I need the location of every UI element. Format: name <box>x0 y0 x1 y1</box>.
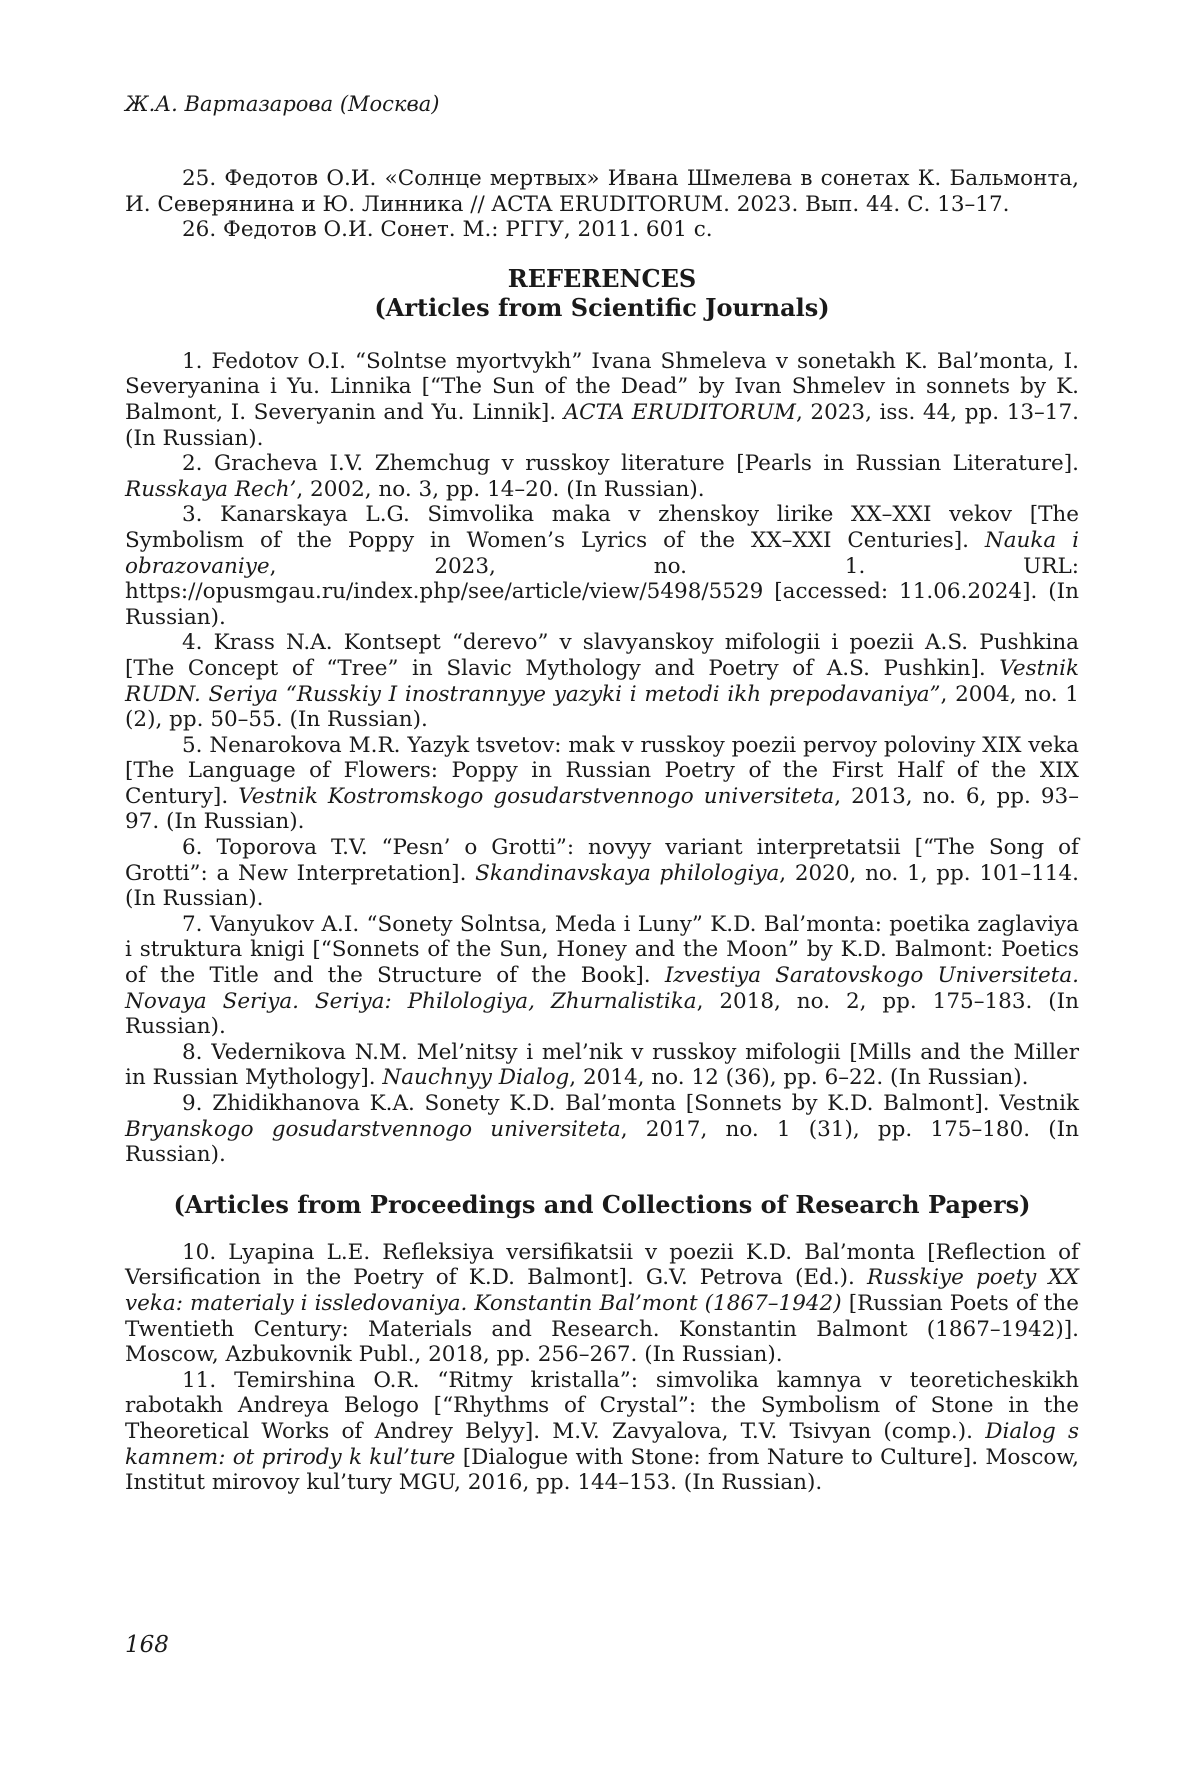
reference-entry <box>125 1091 1079 1168</box>
reference-text: 5. Nenarokova M.R. Yazyk tsvetov: mak v russkoy poezii pervoy poloviny XIX veka [The Language of Flowers: Poppy in Russian Poetry of the First Half of the XIX Century]. <box>125 732 1079 809</box>
reference-source: ACTA ERUDITORUM <box>563 399 796 425</box>
bibliography-entry: 25. Федотов О.И. «Солнце мертвых» Ивана Шмелева в сонетах К. Бальмонта, И. Северянина и Ю. Линника // ACTA ERUDITORUM. 2023. Вып. 44. С. 13–17. <box>125 166 1079 217</box>
references-title: REFERENCES <box>507 263 697 293</box>
reference-text: , 2017, no. 1 (31), pp. 175–180. (In Russian). <box>125 1116 1079 1168</box>
reference-text: 10. Lyapina L.E. Refleksiya versifikatsii v poezii K.D. Bal’monta [Reflection of Versification in the Poetry of K.D. Balmont]. G.V. Petrova (Ed.). <box>125 1239 1079 1291</box>
reference-text: 3. Kanarskaya L.G. Simvolika maka v zhenskoy lirike XX–XXI vekov [The Symbolism of the Poppy in Women’s Lyrics of the XX–XXI Centuries]. <box>125 502 1079 553</box>
reference-text: , 2014, no. 12 (36), pp. 6–22. (In Russian). <box>569 1065 1029 1091</box>
reference-entry <box>125 1368 1079 1496</box>
reference-source: Nauchnyy Dialog <box>382 1065 570 1091</box>
reference-entry <box>125 1240 1079 1368</box>
reference-source: Skandinavskaya philologiya <box>475 860 780 886</box>
reference-source: Vestnik RUDN. Seriya “Russkiy I inostrannyye yazyki i metodi ikh prepodavaniya” <box>125 655 1079 707</box>
reference-text: 8. Vedernikova N.M. Mel’nitsy i mel’nik v russkoy mifologii [Mills and the Miller in Russian Mythology]. <box>125 1039 1079 1091</box>
reference-text: , 2023, no. 1. URL: https://opusmgau.ru/index.php/see/article/view/5498/5529 [accessed: 11.06.2024]. (In Russian). <box>125 553 1079 630</box>
page-number: 168 <box>125 1632 169 1658</box>
reference-entry <box>125 502 1079 630</box>
reference-source: Izvestiya Saratovskogo Universiteta. Novaya Seriya. Seriya: Philologiya, Zhurnalistika <box>125 963 1079 1014</box>
reference-source: Bryanskogo gosudarstvennogo universiteta <box>125 1116 621 1142</box>
reference-text: 2. Gracheva I.V. Zhemchug v russkoy literature [Pearls in Russian Literature]. <box>182 451 1079 477</box>
page-body <box>125 166 1079 1496</box>
reference-text: 11. Temirshina O.R. “Ritmy kristalla”: simvolika kamnya v teoreticheskikh rabotakh Andreya Belogo [“Rhythms of Crystal”: the Symbolism of Stone in the Theoretical Works of Andrey Belyy]. M.V. Zavyalova, T.V. Tsivyan (comp.). <box>125 1367 1079 1444</box>
reference-text: [Dialogue with Stone: from Nature to Culture]. Moscow, Institut mirovoy kul’tury MGU, 2016, pp. 144–153. (In Russian). <box>125 1444 1079 1496</box>
reference-entry <box>125 630 1079 732</box>
reference-text: , 2018, no. 2, pp. 175–183. (In Russian). <box>125 988 1079 1040</box>
reference-source: Vestnik Kostromskogo gosudarstvennogo universiteta <box>238 783 835 809</box>
reference-source: Russkiye poety XX veka: materialy i issledovaniya. Konstantin Bal’mont (1867–1942) <box>125 1265 1079 1316</box>
reference-text: 9. Zhidikhanova K.A. Sonety K.D. Bal’monta [Sonnets by K.D. Balmont]. Vestnik <box>182 1091 1079 1116</box>
reference-source: Russkaya Rech’ <box>125 476 297 502</box>
reference-text: , 2020, no. 1, pp. 101–114. (In Russian). <box>125 860 1079 912</box>
reference-text: , 2002, no. 3, pp. 14–20. (In Russian). <box>296 476 705 502</box>
references-heading <box>125 264 1079 322</box>
reference-text: 6. Toporova T.V. “Pesn’ o Grotti”: novyy variant interpretatsii [“The Song of Grotti”: a New Interpretation]. <box>125 835 1079 886</box>
reference-entry <box>125 1040 1079 1091</box>
reference-entry <box>125 349 1079 451</box>
reference-source: Nauka i obrazovaniye <box>125 527 1079 579</box>
bibliography-entry: 26. Федотов О.И. Сонет. М.: РГГУ, 2011. 601 с. <box>182 217 713 243</box>
reference-text: , 2004, no. 1 (2), pp. 50–55. (In Russian). <box>125 681 1079 733</box>
reference-text: 7. Vanyukov A.I. “Sonety Solntsa, Meda i Luny” K.D. Bal’monta: poetika zaglaviya i struktura knigi [“Sonnets of the Sun, Honey and the Moon” by K.D. Balmont: Poetics of the Title and the Structure of the Book]. <box>125 911 1079 989</box>
proceedings-heading: (Articles from Proceedings and Collections of Research Papers) <box>173 1189 1031 1219</box>
reference-text: , 2023, iss. 44, pp. 13–17. (In Russian). <box>125 399 1079 451</box>
reference-text: 1. Fedotov O.I. “Solntse myortvykh” Ivana Shmeleva v sonetakh K. Bal’monta, I. Severyanina i Yu. Linnika [“The Sun of the Dead” by Ivan Shmelev in sonnets by K. Balmont, I. Severyanin and Yu. Linnik]. <box>125 348 1079 425</box>
reference-source: Dialog s kamnem: ot prirody k kul’ture <box>125 1418 1079 1470</box>
reference-text: , 2013, no. 6, pp. 93–97. (In Russian). <box>125 783 1079 835</box>
reference-text: [Russian Poets of the Twentieth Century: Materials and Research. Konstantin Balmont (1867–1942)]. Moscow, Azbukovnik Publ., 2018, pp. 256–267. (In Russian). <box>125 1290 1079 1368</box>
reference-entry <box>125 835 1079 912</box>
running-header: Ж.А. Вартазарова (Москва) <box>125 92 440 116</box>
reference-text: 4. Krass N.A. Kontsept “derevo” v slavyanskoy mifologii i poezii A.S. Pushkina [The Concept of “Tree” in Slavic Mythology and Poetry of A.S. Pushkin]. <box>125 630 1079 681</box>
references-subtitle: (Articles from Scientific Journals) <box>374 292 830 322</box>
reference-entry <box>125 733 1079 835</box>
reference-entry <box>125 912 1079 1040</box>
reference-entry <box>125 451 1079 502</box>
